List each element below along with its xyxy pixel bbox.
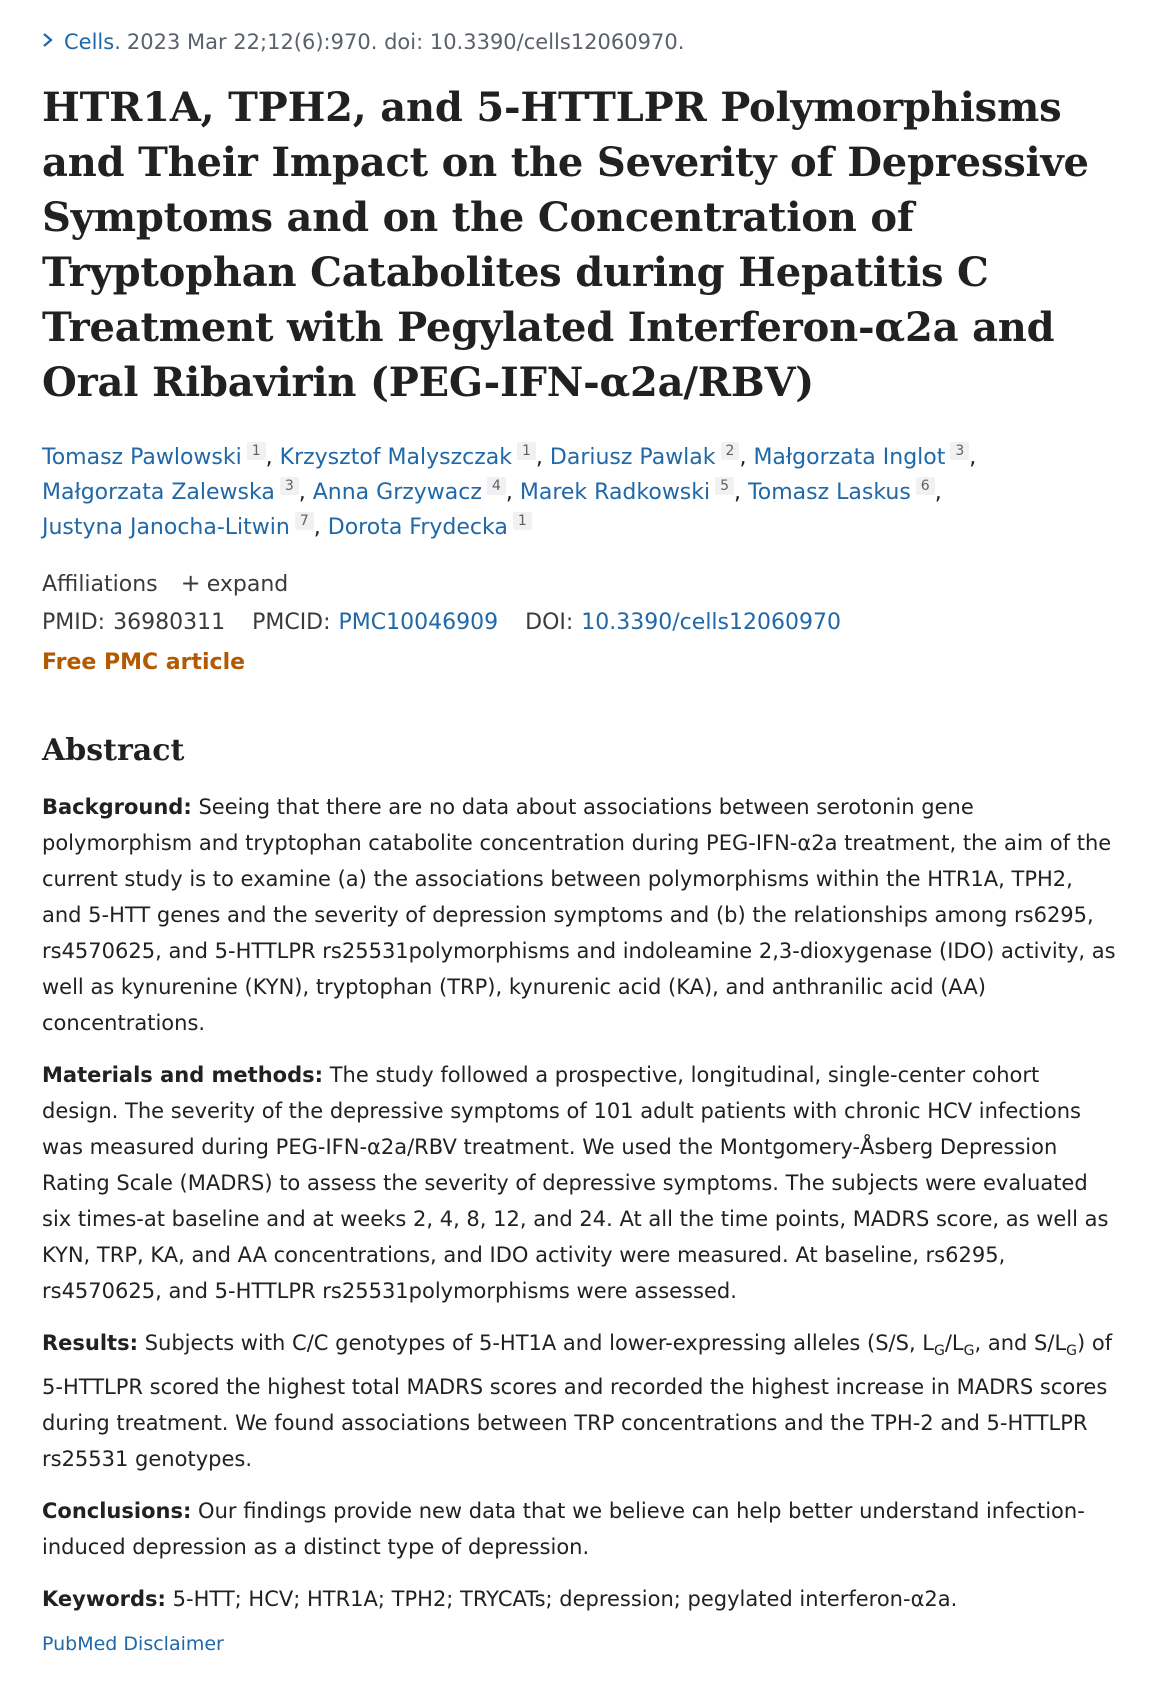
affiliation-ref[interactable]: 3: [950, 442, 969, 460]
author-list: [42, 440, 1112, 545]
abstract-heading: Abstract: [42, 733, 185, 768]
pmid-label: PMID:: [42, 610, 106, 635]
affiliation-ref[interactable]: 1: [517, 442, 536, 460]
abstract-methods: [42, 1057, 1117, 1309]
author-link[interactable]: Dariusz Pawlak: [549, 445, 716, 470]
author-item: Małgorzata Inglot 3 ,: [753, 443, 977, 470]
author-link[interactable]: Krzysztof Malyszczak: [279, 445, 512, 470]
methods-label: Materials and methods:: [42, 1063, 324, 1087]
conclusions-text: Our findings provide new data that we believe can help better understand infection-induced depression as a distinct type of depression.: [42, 1499, 1085, 1560]
chevron-right-icon[interactable]: [42, 26, 54, 58]
affiliations-label: Affiliations: [42, 572, 158, 597]
background-label: Background:: [42, 795, 192, 819]
author-item: Małgorzata Zalewska 3 ,: [42, 478, 313, 505]
abstract-keywords: [42, 1581, 1117, 1617]
author-link[interactable]: Justyna Janocha-Litwin: [42, 515, 290, 540]
doi-link[interactable]: 10.3390/cells12060970: [581, 610, 841, 635]
author-link[interactable]: Anna Grzywacz: [312, 480, 482, 505]
free-pmc-badge: Free PMC article: [42, 650, 246, 675]
methods-text: The study followed a prospective, longitudinal, single-center cohort design. The severity of the depressive symptoms of 101 adult patients with chronic HCV infections was measured during PEG-IFN-α2a/RBV treatment. We used the Montgomery-Åsberg Depression Rating Scale (MADRS) to assess the severity of depressive symptoms. The subjects were evaluated six times-at baseline and at weeks 2, 4, 8, 12, and 24. At all the time points, MADRS score, as well as KYN, TRP, KA, and AA concentrations, and IDO activity were measured. At baseline, rs6295, rs4570625, and 5-HTTLPR rs25531polymorphisms were assessed.: [42, 1063, 1109, 1303]
keywords-text: 5-HTT; HCV; HTR1A; TPH2; TRYCATs; depression; pegylated interferon-α2a.: [172, 1587, 958, 1612]
author-link[interactable]: Tomasz Pawlowski: [42, 445, 242, 470]
expand-affiliations-button[interactable]: expand: [206, 572, 289, 597]
author-item: Krzysztof Malyszczak 1 ,: [279, 443, 550, 470]
plus-icon[interactable]: +: [180, 569, 201, 597]
results-text: Subjects with C/C genotypes of 5-HT1A and lower-expressing alleles (S/S, $L_G/L_G$, and $S/L_G$) of 5-HTTLPR scored the highest total MADRS scores and recorded the highest increase in MADRS scores during treatment. We found associations between TRP concentrations and the TPH-2 and 5-HTTLPR rs25531 genotypes.: [42, 1331, 1113, 1472]
affiliation-ref[interactable]: 5: [715, 477, 734, 495]
citation-details: 2023 Mar 22;12(6):970. doi: 10.3390/cells12060970.: [126, 30, 685, 54]
results-label: Results:: [42, 1331, 138, 1355]
affiliation-ref[interactable]: 1: [247, 442, 266, 460]
affiliation-ref[interactable]: 1: [513, 512, 532, 530]
affiliation-ref[interactable]: 4: [487, 477, 506, 495]
abstract-results: [42, 1325, 1117, 1477]
author-link[interactable]: Marek Radkowski: [519, 480, 711, 505]
author-link[interactable]: Tomasz Laskus: [748, 480, 911, 505]
affiliation-ref[interactable]: 3: [280, 477, 299, 495]
author-item: Dariusz Pawlak 2 ,: [549, 443, 754, 470]
journal-link[interactable]: Cells.: [64, 30, 121, 54]
pubmed-disclaimer-link[interactable]: PubMed Disclaimer: [42, 1633, 224, 1656]
author-item: Justyna Janocha-Litwin 7 ,: [42, 513, 328, 540]
abstract-background: [42, 789, 1117, 1041]
affiliation-ref[interactable]: 7: [295, 512, 314, 530]
author-item: Anna Grzywacz 4 ,: [312, 478, 520, 505]
doi-label: DOI:: [525, 610, 574, 635]
affiliations-row: [42, 563, 1114, 603]
author-item: Tomasz Pawlowski 1 ,: [42, 443, 280, 470]
article-title: HTR1A, TPH2, and 5-HTTLPR Polymorphisms and Their Impact on the Severity of Depressive Symptoms and on the Concentration of Tryptophan Catabolites during Hepatitis C Treatment with Pegylated Interferon-α2a and Oral Ribavirin (PEG-IFN-α2a/RBV): [42, 84, 1089, 406]
background-text: Seeing that there are no data about associations between serotonin gene polymorphism and tryptophan catabolite concentration during PEG-IFN-α2a treatment, the aim of the current study is to examine (a) the associations between polymorphisms within the HTR1A, TPH2, and 5-HTT genes and the severity of depression symptoms and (b) the relationships among rs6295, rs4570625, and 5-HTTLPR rs25531polymorphisms and indoleamine 2,3-dioxygenase (IDO) activity, as well as kynurenine (KYN), tryptophan (TRP), kynurenic acid (KA), and anthranilic acid (AA) concentrations.: [42, 795, 1116, 1035]
author-item: [328, 515, 532, 540]
conclusions-label: Conclusions:: [42, 1499, 192, 1524]
pmcid-label: PMCID:: [252, 610, 331, 635]
affiliation-ref[interactable]: 6: [916, 477, 935, 495]
citation-line: [42, 26, 1114, 58]
author-link[interactable]: Dorota Frydecka: [327, 515, 508, 540]
author-item: Tomasz Laskus 6 ,: [748, 478, 942, 505]
pmid-value: 36980311: [113, 610, 226, 635]
pmcid-link[interactable]: PMC10046909: [338, 610, 499, 635]
author-link[interactable]: Małgorzata Zalewska: [42, 480, 275, 505]
author-item: Marek Radkowski 5 ,: [519, 478, 749, 505]
author-link[interactable]: Małgorzata Inglot: [753, 445, 946, 470]
identifiers-row: [42, 603, 1114, 643]
keywords-label: Keywords:: [42, 1587, 166, 1612]
affiliation-ref[interactable]: 2: [721, 442, 740, 460]
abstract-conclusions: [42, 1493, 1117, 1565]
